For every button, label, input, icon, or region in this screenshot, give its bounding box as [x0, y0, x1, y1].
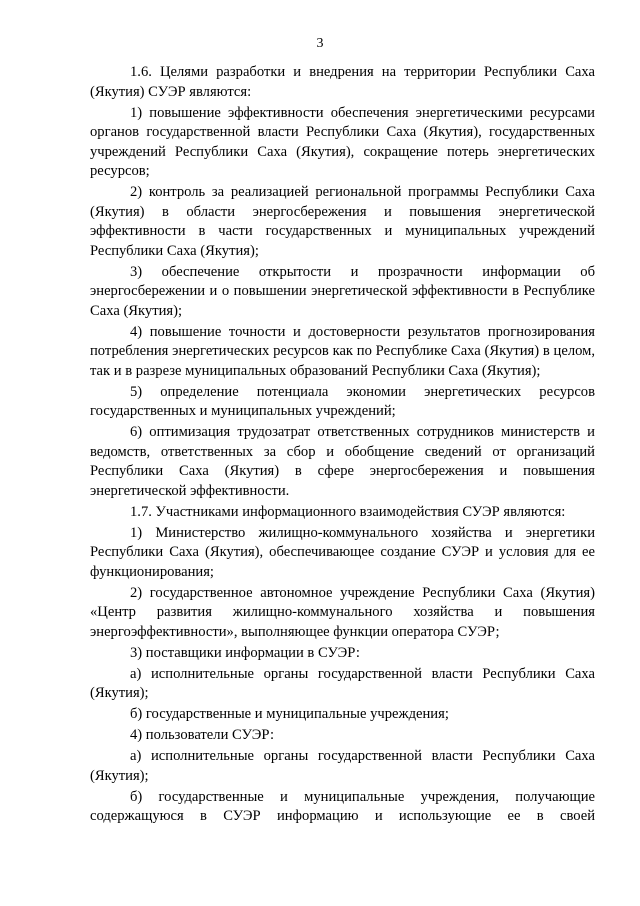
- goal-item-1: 1) повышение эффективности обеспечения энергетическими ресурсами органов государственной власти Республики Саха (Якутия), государственных учреждений Республики Саха (Якутия), сокращение потерь энергетических ресурсов;: [90, 104, 595, 179]
- goal-item-5: 5) определение потенциала экономии энергетических ресурсов государственных и муниципальных учреждений;: [90, 383, 595, 419]
- user-item-a: а) исполнительные органы государственной власти Республики Саха (Якутия);: [90, 748, 595, 784]
- goal-item-2: 2) контроль за реализацией региональной программы Республики Саха (Якутия) в области энергосбережения и повышения энергетической эффективности в части государственных и муниципальных учреждений Республики Саха (Якутия);: [90, 184, 595, 259]
- page-number: 3: [316, 36, 324, 51]
- participant-item-1: 1) Министерство жилищно-коммунального хозяйства и энергетики Республики Саха (Якутия), обеспечивающее создание СУЭР и условия для ее функционирования;: [90, 524, 595, 580]
- goal-item-6: 6) оптимизация трудозатрат ответственных сотрудников министерств и ведомств, ответственных за сбор и обобщение сведений от организаций Республики Саха (Якутия) в сфере энергосбережения и повышения энергетической эффективности.: [90, 424, 595, 499]
- supplier-item-b: б) государственные и муниципальные учреждения;: [130, 706, 449, 722]
- participant-item-2: 2) государственное автономное учреждение Республики Саха (Якутия) «Центр развития жилищно-коммунального хозяйства и повышения энергоэффективности», выполняющее функции оператора СУЭР;: [90, 584, 595, 640]
- participant-item-3: 3) поставщики информации в СУЭР:: [130, 644, 360, 661]
- participant-item-4: 4) пользователи СУЭР:: [130, 727, 275, 743]
- user-item-b: б) государственные и муниципальные учреждения, получающие содержащуюся в СУЭР информацию и использующие ее в своей: [90, 788, 595, 824]
- goal-item-3: 3) обеспечение открытости и прозрачности информации об энергосбережении и о повышении энергетической эффективности в Республике Саха (Якутия);: [90, 263, 595, 319]
- paragraph-1-7: 1.7. Участниками информационного взаимодействия СУЭР являются:: [130, 503, 566, 520]
- goal-item-4: 4) повышение точности и достоверности результатов прогнозирования потребления энергетических ресурсов как по Республике Саха (Якутия) в целом, так и в разрезе муниципальных образований Республики Саха (Якутия);: [90, 323, 595, 379]
- document-body: [90, 63, 595, 828]
- paragraph-1-6: 1.6. Целями разработки и внедрения на территории Республики Саха (Якутия) СУЭР являются:: [90, 64, 595, 100]
- supplier-item-a: а) исполнительные органы государственной власти Республики Саха (Якутия);: [90, 665, 595, 701]
